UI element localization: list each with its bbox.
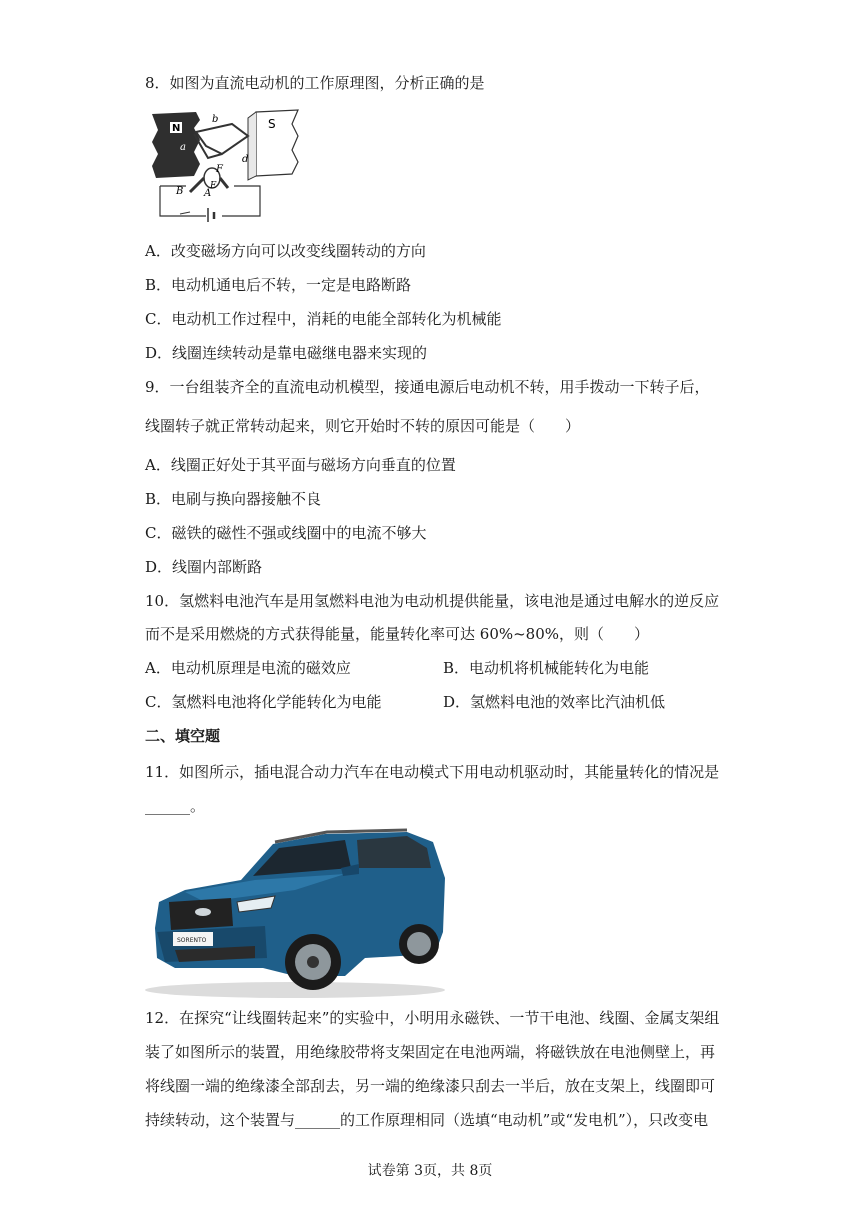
brush-label-f: F [216, 164, 223, 175]
q9-stem-line1: 9．一台组装齐全的直流电动机模型，接通电源后电动机不转，用手拨动一下转子后， [145, 378, 710, 396]
section-title: 二、填空题 [145, 727, 221, 745]
q10-option-d: D．氢燃料电池的效率比汽油机低 [443, 693, 666, 711]
q8-option-d: D．线圈连续转动是靠电磁继电器来实现的 [145, 344, 428, 362]
q8-option-a: A．改变磁场方向可以改变线圈转动的方向 [145, 242, 426, 260]
q8-option-b: B．电动机通电后不转，一定是电路断路 [145, 276, 412, 294]
q12-line2: 装了如图所示的装置，用绝缘胶带将支架固定在电池两端，将磁铁放在电池侧壁上，再 [145, 1043, 716, 1061]
q12-line1: 12．在探究“让线圈转起来”的实验中，小明用永磁铁、一节干电池、线圈、金属支架组 [145, 1009, 720, 1027]
q11-stem-line1: 11．如图所示，插电混合动力汽车在电动模式下用电动机驱动时，其能量转化的情况是 [145, 763, 720, 781]
q9-option-a: A．线圈正好处于其平面与磁场方向垂直的位置 [145, 456, 456, 474]
q9-option-b: B．电刷与换向器接触不良 [145, 490, 322, 508]
q8-option-c: C．电动机工作过程中，消耗的电能全部转化为机械能 [145, 310, 502, 328]
page-footer: 试卷第 3页，共 8页 [367, 1163, 493, 1179]
q10-option-c: C．氢燃料电池将化学能转化为电能 [145, 693, 382, 711]
q11-stem-line2: ______。 [145, 797, 206, 815]
q12-line4: 持续转动，这个装置与______的工作原理相同（选填“电动机”或“发电机”），只改变电 [145, 1111, 709, 1129]
q9-option-c: C．磁铁的磁性不强或线圈中的电流不够大 [145, 524, 427, 542]
dc-motor-diagram-icon [150, 106, 310, 222]
q10-stem-line2: 而不是采用燃烧的方式获得能量，能量转化率可达 60%~80%，则（ ） [145, 625, 650, 643]
plate-text: SORENTO [177, 937, 207, 944]
q10-option-b: B．电动机将机械能转化为电能 [443, 659, 650, 677]
q8-stem: 8．如图为直流电动机的工作原理图，分析正确的是 [145, 74, 485, 92]
q9-option-d: D．线圈内部断路 [145, 558, 263, 576]
q9-stem-line2: 线圈转子就正常转动起来，则它开始时不转的原因可能是（ ） [145, 417, 581, 435]
q10-option-a: A．电动机原理是电流的磁效应 [145, 659, 351, 677]
s-pole-label: S [268, 117, 276, 131]
coil-label-b: b [212, 114, 219, 125]
blue-suv-photo-icon [145, 828, 450, 1000]
n-pole-label: N [172, 123, 181, 134]
q12-line3: 将线圈一端的绝缘漆全部刮去，另一端的绝缘漆只刮去一半后，放在支架上，线圈即可 [145, 1077, 716, 1095]
brush-label-b: B [176, 186, 184, 197]
brush-label-a: A [204, 188, 212, 199]
q10-stem-line1: 10．氢燃料电池汽车是用氢燃料电池为电动机提供能量，该电池是通过电解水的逆反应 [145, 592, 720, 610]
coil-label-d: d [242, 154, 249, 165]
brush-label-e: E [210, 181, 217, 191]
coil-label-a: a [180, 142, 186, 153]
